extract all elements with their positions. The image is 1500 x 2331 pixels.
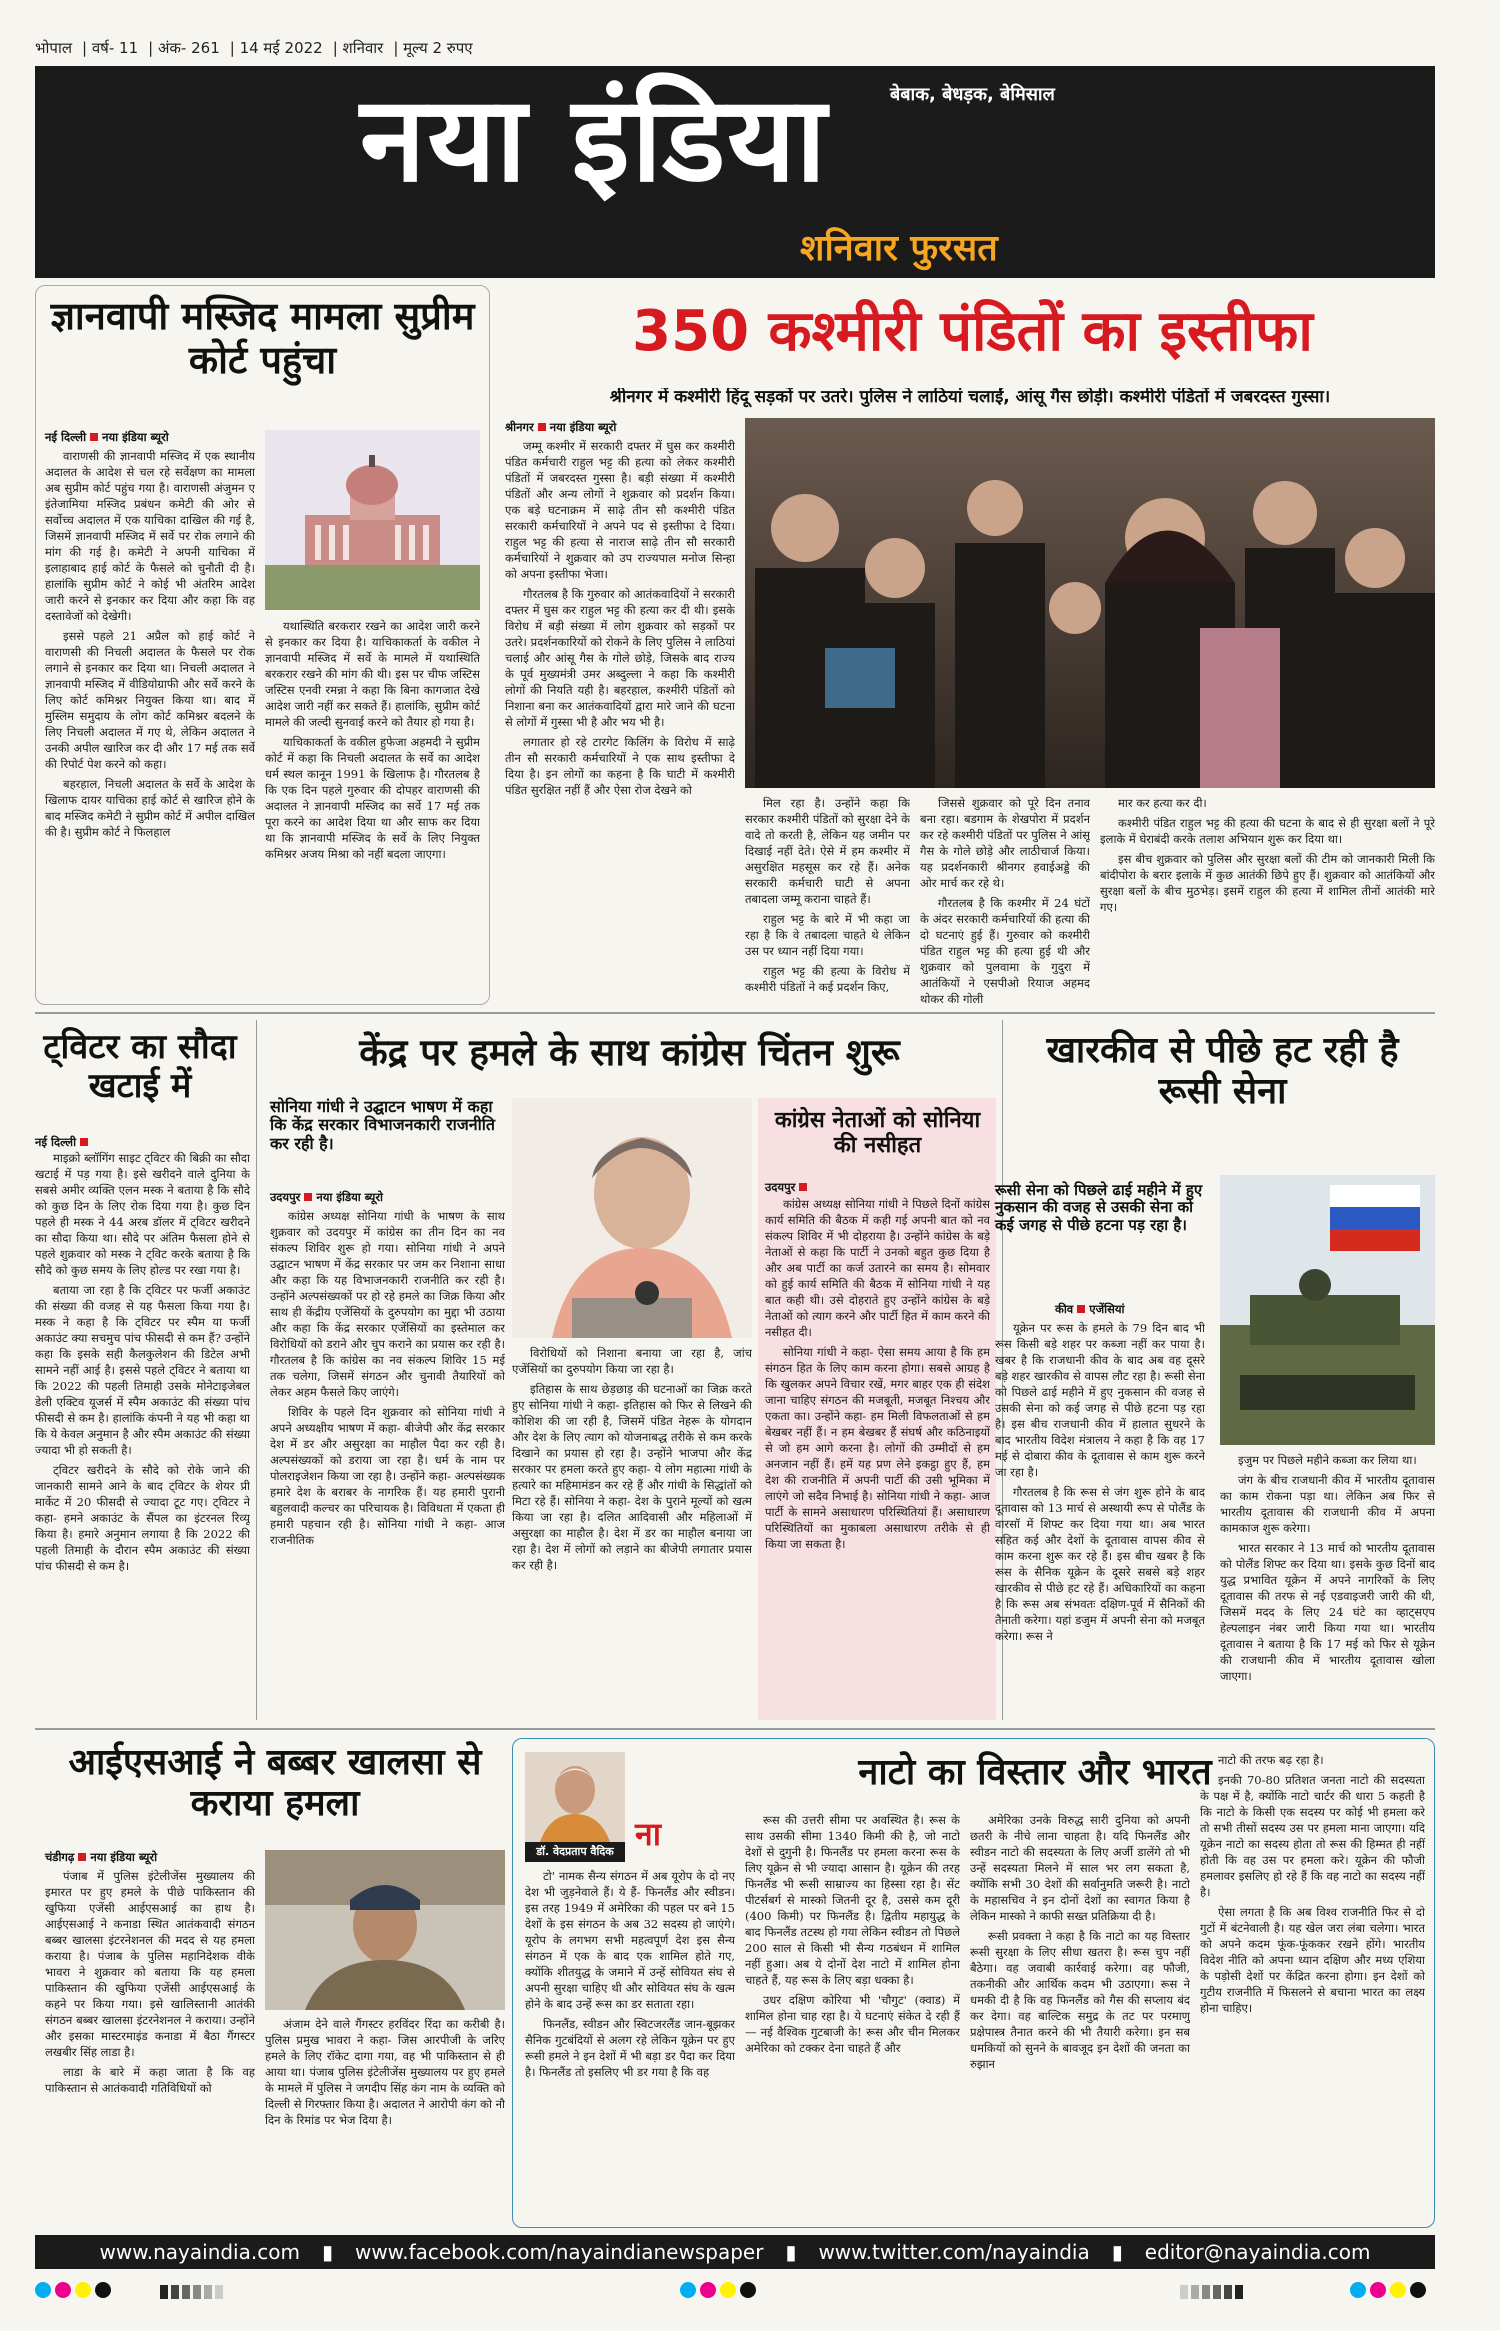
paragraph: यथास्थिति बरकरार रखने का आदेश जारी करने से इनकार कर दिया है। याचिकाकर्ता के वकील ने ज्ञानवापी मस्जिद में सर्वे के मामले में यथास्थिति बरकरार रखने की मांग की थी। इस पर चीफ जस्टिस जस्टिस एनवी रमन्ना ने कहा कि बिना कागजात देखे आदेश जारी नहीं कर सकते हैं। हालांकि, सुप्रीम कोर्ट मामले की जल्दी सुनवाई करने को तैयार हो गया है।	[265, 619, 480, 729]
kashmir-headline: 350 कश्मीरी पंडितों का इस्तीफा	[632, 299, 1313, 364]
footer-twitter-link[interactable]: www.twitter.com/nayaindia	[818, 2240, 1090, 2264]
paragraph: रूसी प्रवक्ता ने कहा है कि नाटो का यह विस्तार रूसी सुरक्षा के लिए सीधा खतरा है। रूस चुप नहीं बैठेगा। वह जवाबी कार्रवाई करेगा। वह फौजी, तकनीकी और आर्थिक कदम भी उठाएगा। रूस ने धमकी दी है कि वह फिनलैंड को गैस की सप्लाय बंद कर देगा। वह बाल्टिक समुद्र के तट पर परमाणु प्रक्षेपास्त्र तैनात करने की भी तैयारी करेगा। इन सब धमकियों को सुनने के बावजूद इन देशों की जनता का रुझान	[970, 1929, 1190, 2071]
nato-col4	[1200, 1752, 1425, 2224]
paragraph: कश्मीरी पंडित राहुल भट्ट की हत्या की घटना के बाद से ही सुरक्षा बलों ने पूरे इलाके में घेराबंदी करके तलाश अभियान शुरू कर दिया था।	[1100, 816, 1435, 846]
paragraph: गौरतलब है कि रूस से जंग शुरू होने के बाद दूतावास को 13 मार्च से अस्थायी रूप से पोलैंड के वारसॉ में शिफ्ट कर दिया गया था। अब भारत सहित कई और देशों के दूतावास वापस कीव से काम करना शुरू कर रहे हैं। इस बीच खबर है कि रूस के सैनिक यूक्रेन के दूसरे सबसे बड़े शहर खारकीव से पीछे हट रहे हैं। अधिकारियों का कहना है कि रूस अब संभवतः दक्षिण-पूर्व में सैनिकों की तैनाती करेगा। यहां डजुम में अपनी सेना को मजबूत करेगा। रूस ने	[995, 1485, 1205, 1643]
paragraph: पंजाब में पुलिस इंटेलीजेंस मुख्यालय की इमारत पर हुए हमले के पीछे पाकिस्तान की खुफिया एजेंसी आईएसआई का हाथ है। आईएसआई ने कनाडा स्थित आतंकवादी संगठन बब्बर खालसा इंटरनेशनल की मदद से यह हमला कराया है। पंजाब के पुलिस महानिदेशक वीके भावरा ने शुक्रवार को बताया कि यह हमला पाकिस्तान की खुफिया एजेंसी आईएसआई के कहने पर किया गया। इसे खालिस्तानी आतंकी संगठन बब्बर खालसा इंटरनेशनल ने कराया। उन्होंने और इसका मास्टरमाइंड कनाडा में बैठा गैंगस्टर लखबीर सिंह लाडा है।	[45, 1869, 255, 2059]
newspaper-tagline: बेबाक, बेधड़क, बेमिसाल	[890, 84, 1055, 105]
kashmir-col4	[1100, 795, 1435, 1005]
paragraph: अमेरिका उनके विरुद्ध सारी दुनिया को अपनी छतरी के नीचे लाना चाहता है। यदि फिनलैंड और स्वीडन नाटो की सदस्यता के लिए अर्जी डालेंगे तो भी उन्हें सदस्यता मिलने में साल भर लग सकता है, क्योंकि सभी 30 देशों की सर्वानुमति जरूरी है। नाटो के महासचिव ने इन दोनों देशों का स्वागत किया है लेकिन मास्को ने काफी सख्त प्रतिक्रिया दी है।	[970, 1813, 1190, 1923]
paragraph: बहरहाल, निचली अदालत के सर्वे के आदेश के खिलाफ दायर याचिका हाई कोर्ट से खारिज होने के बाद मस्जिद कमेटी ने सुप्रीम कोर्ट में अपील दाखिल की है। सुप्रीम कोर्ट ने फिलहाल	[45, 777, 255, 839]
issue-day: शनिवार	[342, 39, 384, 57]
issue-date: 14 मई 2022	[239, 39, 323, 57]
issue-year: वर्ष- 11	[91, 39, 139, 57]
advice-headline: कांग्रेस नेताओं को सोनिया की नसीहत	[774, 1108, 981, 1159]
cyan-dot-icon	[35, 2282, 51, 2298]
kashmir-col2	[745, 795, 910, 1005]
isi-headline: आईएसआई ने बब्बर खालसा से कराया हमला	[68, 1742, 482, 1825]
sonia-gandhi-photo	[512, 1098, 752, 1338]
paragraph: भारत सरकार ने 13 मार्च को भारतीय दूतावास को पोलैंड शिफ्ट कर दिया था। इसके कुछ दिनों बाद युद्ध प्रभावित यूक्रेन में अपने नागरिकों के लिए दूतावास की तरफ से नई एडवाइजरी जारी की थी, जिसमें मदद के लिए 24 घंटे का व्हाट्सएप हेल्पलाइन नंबर जारी किया गया था। भारतीय दूतावास ने बताया है कि 17 मई को फिर से यूक्रेन की राजधानी कीव में भारतीय दूतावास खोला जाएगा।	[1220, 1541, 1435, 1683]
paragraph: इससे पहले 21 अप्रैल को हाई कोर्ट ने वाराणसी की निचली अदालत के फैसले पर रोक लगाने से इनकार कर दिया था। निचली अदालत ने ज्ञानवापी मस्जिद में वीडियोग्राफी और सर्वे करने के लिए कोर्ट कमिश्नर नियुक्त किया था। बाद में मुस्लिम समुदाय के लोग कोर्ट कमिश्नर बदलने के लिए निचली अदालत में गए थे, लेकिन अदालत ने उनकी अपील खारिज कर दी और 17 मई तक सर्वे की रिपोर्ट पेश करने को कहा।	[45, 629, 255, 771]
paragraph: शिविर के पहले दिन शुक्रवार को सोनिया गांधी ने अपने अध्यक्षीय भाषण में कहा- बीजेपी और केंद्र सरकार देश में डर और असुरक्षा का माहौल पैदा कर रही है। अल्पसंख्यकों को डराया जा रहा है। धर्म के नाम पर पोलराइजेशन किया जा रहा है। उन्होंने कहा- अल्पसंख्यक हमारे देश के बराबर के नागरिक हैं। यह हमारी पुरानी बहुलवादी कल्चर का परिचायक है। विविधता में एकता ही हमारी पहचान रही है। सोनिया गांधी ने कहा- आज राजनीतिक	[270, 1405, 505, 1547]
police-officer-image	[265, 1850, 505, 2010]
footer-separator: ▮	[785, 2240, 797, 2264]
gyanvapi-col1	[45, 448, 255, 998]
footer-facebook-link[interactable]: www.facebook.com/nayaindianewspaper	[354, 2240, 764, 2264]
paragraph: राहुल भट्ट के बारे में भी कहा जा रहा है कि वे तबादला चाहते थे लेकिन उस पर ध्यान नहीं दिया गया।	[745, 912, 910, 958]
dateline-city: उदयपुर	[765, 1180, 796, 1194]
cyan-dot-icon	[680, 2282, 696, 2298]
black-dot-icon	[740, 2282, 756, 2298]
black-dot-icon	[1410, 2282, 1426, 2298]
dateline-agency: एजेंसियां	[1089, 1302, 1125, 1316]
russian-army-photo	[1220, 1175, 1435, 1445]
paragraph: लाडा के बारे में कहा जाता है कि वह पाकिस्तान से आतंकवादी गतिविधियों को	[45, 2065, 255, 2095]
supreme-court-building-icon	[265, 430, 480, 610]
footer-website-link[interactable]: www.nayaindia.com	[99, 2240, 300, 2264]
author-portrait-image	[525, 1752, 625, 1842]
dateline-agency: नया इंडिया ब्यूरो	[316, 1190, 383, 1204]
gyanvapi-dateline	[45, 430, 265, 445]
nato-dropcap: ना	[635, 1815, 662, 1853]
isi-dateline	[45, 1850, 157, 1865]
nato-headline: नाटो का विस्तार और भारत	[858, 1752, 1212, 1793]
paragraph: गौरतलब है कि कश्मीर में 24 घंटों के अंदर सरकारी कर्मचारियों की हत्या की दो घटनाएं हुई हैं। गुरुवार को कश्मीरी पंडित राहुल भट्ट की हत्या हुई थी और शुक्रवार को पुलवामा के गुदुरा में आतंकियों ने एसपीओ रियाज अहमद थोकर की गोली	[920, 896, 1090, 1005]
paragraph: जम्मू कश्मीर में सरकारी दफ्तर में घुस कर कश्मीरी पंडित कर्मचारी राहुल भट्ट की हत्या को लेकर कश्मीरी पंडितों में जबरदस्त गुस्सा है। बड़ी संख्या में कश्मीरी पंडितों और अन्य लोगों ने शुक्रवार को प्रदर्शन किया। एक बड़े घटनाक्रम में साढ़े तीन सौ कश्मीरी पंडित सरकारी कर्मचारियों ने अपने पद से इस्तीफा दे दिया। राहुल भट्ट की हत्या से नाराज साढ़े तीन सौ सरकारी कर्मचारियों ने शुक्रवार को उप राज्यपाल मनोज सिन्हा को अपना इस्तीफा भेजा।	[505, 439, 735, 581]
twitter-headline: ट्विटर का सौदा खटाई में	[43, 1027, 237, 1107]
paragraph: मिल रहा है। उन्होंने कहा कि सरकार कश्मीरी पंडितों को सुरक्षा देने के वादे तो करती है, लेकिन यह जमीन पर दिखाई नहीं देते। ऐसे में हम कश्मीर में असुरक्षित महसूस कर रहे हैं। अनेक सरकारी कर्मचारी घाटी से अपना तबादला जम्मू कराना चाहते हैं।	[745, 796, 910, 906]
registration-marks-center	[680, 2282, 760, 2300]
author-photo	[525, 1752, 625, 1842]
congress-col1	[270, 1208, 505, 1720]
author-name: डॉ. वेदप्रताप वैदिक	[536, 1845, 614, 1858]
paragraph: यूक्रेन पर रूस के हमले के 79 दिन बाद भी रूस किसी बड़े शहर पर कब्जा नहीं कर पाया है। खबर है कि राजधानी कीव के बाद अब वह दूसरे बड़े शहर खारकीव से वापस लौट रहा है। रूसी सेना को पिछले ढाई महीने में हुए नुकसान की वजह से उसकी सेना को कई जगह से पीछे हटना पड़ रहा है। इस बीच राजधानी कीव में हालात सुधरने के बाद भारतीय विदेश मंत्रालय ने कहा है कि वह 17 मई से दोबारा कीव के दूतावास से काम शुरू करने जा रहा है।	[995, 1321, 1205, 1479]
footer-separator: ▮	[1111, 2240, 1123, 2264]
dateline-agency: नया इंडिया ब्यूरो	[549, 420, 617, 434]
punjab-police-photo	[265, 1850, 505, 2010]
yellow-dot-icon	[75, 2282, 91, 2298]
supreme-court-photo	[265, 430, 480, 610]
congress-col2	[512, 1345, 752, 1720]
author-name-strip	[525, 1842, 625, 1862]
issue-city: भोपाल	[35, 39, 73, 57]
kashmir-protest-photo	[745, 418, 1435, 788]
paragraph: इस बीच शुक्रवार को पुलिस और सुरक्षा बलों की टीम को जानकारी मिली कि बांदीपोरा के बरार इलाके में कुछ आतंकी छिपे हुए हैं। शुक्रवार को आतंकियों और सुरक्षा बलों के बीच मुठभेड़। इसमें राहुल की हत्या में शामिल तीनों आतंकी मारे गए।	[1100, 852, 1435, 914]
kashmir-dateline	[505, 420, 735, 435]
paragraph: माइक्रो ब्लॉगिंग साइट ट्विटर की बिक्री का सौदा खटाई में पड़ गया है। इसे खरीदने वाले दुनिया के सबसे अमीर व्यक्ति एलन मस्क ने बताया है कि सौदे को कुछ दिन के लिए रोक दिया गया है। कुछ दिन पहले ही मस्क ने 44 अरब डॉलर में ट्विटर खरीदने का सौदा किया था। सौदे पर अंतिम फैसला होने से पहले शुक्रवार को मस्क ने ट्विट करके बताया है कि सौदे को कुछ समय के लिए होल्ड पर रखा गया है।	[35, 1151, 250, 1277]
advice-dateline	[765, 1180, 811, 1195]
paragraph: इजुम पर पिछले महीने कब्जा कर लिया था।	[1238, 1453, 1417, 1467]
congress-subhead: सोनिया गांधी ने उद्घाटन भाषण में कहा कि केंद्र सरकार विभाजनकारी राजनीति कर रही है।	[270, 1097, 495, 1153]
black-dot-icon	[95, 2282, 111, 2298]
kharkiv-col2	[1220, 1452, 1435, 1720]
kashmir-col1	[505, 438, 735, 1003]
footer-separator: ▮	[321, 2240, 333, 2264]
paragraph: बताया जा रहा है कि ट्विटर पर फर्जी अकाउंट की संख्या की वजह से यह फैसला किया गया है। मस्क ने कहा है कि ट्विटर पर स्पैम या फर्जी अकाउंट क्या सचमुच पांच फीसदी से कम हैं? उन्होंने कहा कि इसके सही कैलकुलेशन की डिटेल अभी सामने नहीं आई है। इससे पहले ट्विटर ने बताया था कि 2022 की पहली तिमाही उसके मोनेटाइजेबल डेली एक्टिव यूजर्स में स्पैम अकाउंट की संख्या पांच फीसदी से कम है। हालांकि कंपनी ने यह भी कहा था कि ये केवल अनुमान है और स्पैम अकाउंट की संख्या ज्यादा भी हो सकती है।	[35, 1283, 250, 1457]
issue-price: मूल्य 2 रुपए	[403, 39, 473, 57]
nato-col2	[745, 1812, 960, 2224]
paragraph: रूस की उत्तरी सीमा पर अवस्थित है। रूस के साथ उसकी सीमा 1340 किमी की है, जो नाटो देशों से दुगुनी है। फिनलैंड पर हमला करना रूस के लिए यूक्रेन से भी ज्यादा आसान है। यूक्रेन की तरह फिनलैंड भी रूसी साम्राज्य का हिस्सा रहा है। सेंट पीटर्सबर्ग से मास्को जितनी दूर है, उससे कम दूरी (400 किमी) पर फिनलैंड है। द्वितीय महायुद्ध के बाद फिनलैंड तटस्थ हो गया लेकिन स्वीडन तो पिछले 200 साल से किसी भी सैन्य गठबंधन में शामिल नहीं हुआ। अब ये दोनों देश नाटो में शामिल होना चाहते हैं, यह रूस के लिए बड़ा धक्का है।	[745, 1813, 960, 1987]
section-divider	[35, 1728, 1435, 1730]
grayscale-bar-right	[1180, 2284, 1246, 2302]
kharkiv-subhead: रूसी सेना को पिछले ढाई महीने में हुए नुकसान की वजह से उसकी सेना को कई जगह से पीछे हटना पड़ रहा है।	[995, 1181, 1203, 1234]
paragraph: टो' नामक सैन्य संगठन में अब यूरोप के दो नए देश भी जुड़नेवाले हैं। ये हैं- फिनलैंड और स्वीडन। इस तरह 1949 में अमेरिका की पहल पर बने 15 देशों के इस संगठन के अब 32 सदस्य हो जाएंगे। यूरोप के लगभग सभी महत्वपूर्ण देश इस सैन्य संगठन में एक के बाद एक शामिल होते गए, क्योंकि शीतयुद्ध के जमाने में उन्हें सोवियत संघ से अपनी सुरक्षा चाहिए थी और सोवियत संघ के खत्म होने के बाद उन्हें रूस का डर सताता रहा।	[525, 1869, 735, 2011]
paragraph: वाराणसी की ज्ञानवापी मस्जिद में एक स्थानीय अदालत के आदेश से चल रहे सर्वेक्षण का मामला अब सुप्रीम कोर्ट पहुंच गया है। वाराणसी अंजुमन ए इंतेजामिया मस्जिद प्रबंधन कमेटी की ओर से सर्वोच्च अदालत में एक याचिका दाखिल की गई है, जिसमें ज्ञानवापी मस्जिद में सर्वे पर रोक लगाने की मांग की गई है। कमेटी ने अपनी याचिका में इलाहाबाद हाई कोर्ट के फैसले को चुनौती दी है। हालांकि सुप्रीम कोर्ट ने कोई भी अंतरिम आदेश जारी करने से इनकार कर दिया और कहा कि वह दस्तावेजों को देखेगी।	[45, 449, 255, 623]
speaker-portrait-image	[512, 1098, 752, 1338]
advice-body	[765, 1196, 990, 1716]
cyan-dot-icon	[1350, 2282, 1366, 2298]
section-divider	[35, 1012, 1435, 1014]
paragraph: याचिकाकर्ता के वकील हुफेजा अहमदी ने सुप्रीम कोर्ट में कहा कि निचली अदालत के सर्वे का आदेश धर्म स्थल कानून 1991 के खिलाफ है। गौरतलब है कि एक दिन पहले गुरुवार की दोपहर वाराणसी की अदालत ने ज्ञानवापी मस्जिद का सर्वे 17 मई तक पूरा करने का आदेश दिया था और साफ कर दिया था कि ज्ञानवापी मस्जिद के सर्वे के लिए नियुक्त कमिश्नर अजय मिश्रा को नहीं बदला जाएगा।	[265, 735, 480, 861]
protest-crowd-image	[745, 418, 1435, 788]
issue-info-strip: भोपाल | वर्ष- 11 | अंक- 261 | 14 मई 2022 | शनिवार | मूल्य 2 रुपए	[35, 39, 473, 57]
nato-col3	[970, 1812, 1190, 2224]
dateline-city: उदयपुर	[270, 1190, 301, 1204]
paragraph: राहुल भट्ट की हत्या के विरोध में कश्मीरी पंडितों ने कई प्रदर्शन किए,	[745, 964, 910, 994]
dateline-city: चंडीगढ़	[45, 1850, 75, 1864]
tank-soldier-image	[1220, 1175, 1435, 1445]
paragraph: लगातार हो रहे टारगेट किलिंग के विरोध में साढ़े तीन सौ सरकारी कर्मचारियों ने एक साथ इस्तीफा दे दिया है। इन लोगों का कहना है कि घाटी में कश्मीरी पंडित सुरक्षित नहीं हैं और ऐसा रोज देखने को	[505, 735, 735, 797]
paragraph: अंजाम देने वाले गैंगस्टर हरविंदर रिंदा का करीबी है। पुलिस प्रमुख भावरा ने कहा- जिस आरपीजी के जरिए हमले के लिए रॉकेट दागा गया, वह भी पाकिस्तान से ही आया था। पंजाब पुलिस इंटेलीजेंस मुख्यालय पर हुए हमले के मामले में पुलिस ने जगदीप सिंह कंग नाम के व्यक्ति को दिल्ली से गिरफ्तार किया है। अदालत ने आरोपी कंग को नौ दिन के रिमांड पर भेज दिया है।	[265, 2017, 505, 2127]
registration-marks-left	[35, 2282, 115, 2300]
dateline-city: नई दिल्ली	[45, 430, 87, 444]
magenta-dot-icon	[700, 2282, 716, 2298]
dateline-agency: नया इंडिया ब्यूरो	[90, 1850, 158, 1864]
paragraph: गौरतलब है कि गुरुवार को आतंकवादियों ने सरकारी दफ्तर में घुस कर राहुल भट्ट की हत्या कर दी थी। इसके विरोध में बड़ी संख्या में लोग शुक्रवार को सड़कों पर उतरे। प्रदर्शनकारियों को रोकने के लिए पुलिस ने लाठियां चलाई और आंसू गैस के गोले छोड़े, जिसके बाद राज्य के पूर्व मुख्यमंत्री उमर अब्दुल्ला ने कहा कि कश्मीरी लोगों की नियति यही है। बहरहाल, कश्मीरी पंडितों को निशाना बना कर आतंकवादियों द्वारा मारे जाने की घटना से लोगों में गुस्सा भी है और भय भी है।	[505, 587, 735, 729]
paragraph: इतिहास के साथ छेड़छाड़ की घटनाओं का जिक्र करते हुए सोनिया गांधी ने कहा- इतिहास को फिर से लिखने की कोशिश की जा रही है, जिसमें पंडित नेहरू के योगदान और देश के लिए त्याग को योजनाबद्ध तरीके से कम करके दिखाने का प्रयास हो रहा है। उन्होंने भाजपा और केंद्र सरकार पर हमला करते हुए कहा- ये लोग महात्मा गांधी के हत्यारे का महिमामंडन कर रहे हैं और गांधी के सिद्धांतों को मिटा रहे हैं। सोनिया ने कहा- देश के पुराने मूल्यों को खत्म किया जा रहा है। दलित आदिवासी और महिलाओं में असुरक्षा का माहौल है। देश में डर का माहौल बनाया जा रहा है। देश में लोगों को लड़ाने का बीजेपी लगातार प्रयास कर रही है।	[512, 1382, 752, 1572]
dateline-city: कीव	[1055, 1302, 1074, 1316]
newspaper-title: नया इंडिया	[360, 70, 829, 208]
paragraph: सोनिया गांधी ने कहा- ऐसा समय आया है कि हम संगठन हित के लिए काम करना होगा। सबसे आग्रह है कि खुलकर अपने विचार रखें, मगर बाहर एक ही संदेश जाना चाहिए संगठन की मजबूती, मजबूत निश्चय और एकता का। उन्होंने कहा- हम मिली विफलताओं से हम बेखबर नहीं हैं। न हम बेखबर हैं संघर्ष और कठिनाइयों से जो हम आगे करना है। लोगों की उम्मीदों से हम अनजान नहीं हैं। हमें यह प्रण लेने इकट्ठा हुए हैं, हम देश की राजनीति में अपनी पार्टी की उसी भूमिका में लाएंगे जो सदैव निभाई है। सोनिया गांधी ने कहा- आज पार्टी के सामने असाधारण परिस्थितियां हैं। असाधारण परिस्थितियों का मुकाबला असाधारण तरीके से ही किया जा सकता है।	[765, 1345, 990, 1551]
paragraph: फिनलैंड, स्वीडन और स्विटजरलैंड जान-बूझकर सैनिक गुटबंदियों से अलग रहे लेकिन यूक्रेन पर हुए रूसी हमले ने इन देशों में भी बड़ा डर पैदा कर दिया है। फिनलैंड तो इसलिए भी डर गया है कि वह	[525, 2017, 735, 2079]
kashmir-col3	[920, 795, 1090, 1005]
grayscale-bar-left	[160, 2284, 226, 2302]
twitter-dateline	[35, 1135, 92, 1150]
paragraph: इनकी 70-80 प्रतिशत जनता नाटो की सदस्यता के पक्ष में है, क्योंकि नाटो चार्टर की धारा 5 कहती है कि नाटो के किसी एक सदस्य पर कोई भी हमला करे तो सभी तीसों सदस्य उस पर हमला माना जाएगा। यदि यूक्रेन नाटो का सदस्य होता तो रूस की हिम्मत ही नहीं होती कि वह उस पर हमला करे। यूक्रेन की फौजी हमलावर इसलिए हो रहे हैं कि वह नाटो का सदस्य नहीं है।	[1200, 1773, 1425, 1899]
paragraph: जिससे शुक्रवार को पूरे दिन तनाव बना रहा। बडगाम के शेखपोरा में प्रदर्शन कर रहे कश्मीरी पंडितों पर पुलिस ने आंसू गैस के गोले छोड़े और लाठीचार्ज किया। यह प्रदर्शनकारी श्रीनगर हवाईअड्डे की ओर मार्च कर रहे थे।	[920, 796, 1090, 890]
kharkiv-headline: खारकीव से पीछे हट रही है रूसी सेना	[1046, 1030, 1399, 1113]
dateline-city: नई दिल्ली	[35, 1135, 77, 1149]
edition-name: शनिवार फुरसत	[800, 228, 998, 269]
gyanvapi-headline: ज्ञानवापी मस्जिद मामला सुप्रीम कोर्ट पहुंचा	[50, 294, 475, 382]
congress-dateline	[270, 1190, 383, 1205]
kashmir-subhead: श्रीनगर में कश्मीरी हिंदू सड़कों पर उतरे। पुलिस ने लाठियां चलाईं, आंसू गैस छोड़ी। कश्मीरी पंडितों में जबरदस्त गुस्सा।	[609, 388, 1331, 407]
paragraph: विरोधियों को निशाना बनाया जा रहा है, जांच एजेंसियों का दुरुपयोग किया जा रहा है।	[512, 1346, 752, 1376]
column-divider	[256, 1020, 257, 1720]
dateline-city: श्रीनगर	[505, 420, 534, 434]
registration-marks-right	[1350, 2282, 1430, 2300]
paragraph: कांग्रेस अध्यक्ष सोनिया गांधी ने पिछले दिनों कांग्रेस कार्य समिति की बैठक में कही गई अपनी बात को नव संकल्प शिविर में भी दोहराया है। उन्होंने कांग्रेस के बड़े नेताओं से कहा कि पार्टी ने उनको बहुत कुछ दिया है और अब पार्टी का कर्ज उतारने का समय है। सोमवार को हुई कार्य समिति की बैठक में सोनिया गांधी ने यह बात कही थी। उसे दोहराते हुए उन्होंने कांग्रेस के बड़े नेताओं को त्याग करने और पार्टी हित में काम करने की नसीहत दी।	[765, 1197, 990, 1339]
paragraph: मार कर हत्या कर दी।	[1118, 796, 1207, 810]
paragraph: नाटो की तरफ बढ़ रहा है।	[1218, 1753, 1324, 1767]
twitter-body	[35, 1150, 250, 1720]
issue-number: अंक- 261	[157, 39, 220, 57]
nato-col1	[525, 1868, 735, 2224]
footer-bar	[35, 2235, 1435, 2269]
yellow-dot-icon	[720, 2282, 736, 2298]
congress-headline: केंद्र पर हमले के साथ कांग्रेस चिंतन शुरू	[359, 1031, 900, 1074]
paragraph: कांग्रेस अध्यक्ष सोनिया गांधी के भाषण के साथ शुक्रवार को उदयपुर में कांग्रेस का तीन दिन का नव संकल्प शिविर शुरू हो गया। सोनिया गांधी ने अपने उद्घाटन भाषण में केंद्र सरकार पर जम कर निशाना साधा और कहा कि यह विभाजनकारी राजनीति कर रही है। उन्होंने अल्पसंख्यकों पर हो रहे हमले का जिक्र किया और साथ ही केंद्रीय एजेंसियों के दुरुपयोग का मुद्दा भी उठाया और कहा कि केंद्र सरकार एजेंसियों का इस्तेमाल कर विरोधियों को डराने और चुप कराने का प्रयास कर रही है। गौरतलब है कि कांग्रेस का नव संकल्प शिविर 15 मई तक चलेगा, जिसमें संगठन और चुनावी तैयारियों को लेकर अहम फैसले किए जाएंगे।	[270, 1209, 505, 1399]
magenta-dot-icon	[1370, 2282, 1386, 2298]
paragraph: जंग के बीच राजधानी कीव में भारतीय दूतावास का काम रोकना पड़ा था। लेकिन अब फिर से भारतीय दूतावास की राजधानी कीव में अपना कामकाज शुरू करेगा।	[1220, 1473, 1435, 1535]
kharkiv-col1	[995, 1320, 1205, 1720]
kharkiv-dateline	[1055, 1302, 1125, 1317]
isi-col1	[45, 1868, 255, 2228]
paragraph: उधर दक्षिण कोरिया भी 'चौगुट' (क्वाड) में शामिल होना चाह रहा है। ये घटनाएं संकेत दे रही हैं— नई वैश्विक गुटबाजी के! रूस और चीन मिलकर अमेरिका को टक्कर देना चाहते हैं और	[745, 1993, 960, 2055]
magenta-dot-icon	[55, 2282, 71, 2298]
footer-email-link[interactable]: editor@nayaindia.com	[1144, 2240, 1371, 2264]
paragraph: ट्विटर खरीदने के सौदे को रोके जाने की जानकारी सामने आने के बाद ट्विटर के शेयर प्री मार्केट में 20 फीसदी से ज्यादा टूट गए। ट्विटर ने कहा- हमने अकाउंट के सैंपल का इंटरनल रिव्यू किया है। हमारे अनुमान लगाया है कि 2022 की पहली तिमाही के दौरान स्पैम अकाउंट की संख्या पांच फीसदी से कम है।	[35, 1463, 250, 1573]
gyanvapi-col2	[265, 618, 480, 998]
yellow-dot-icon	[1390, 2282, 1406, 2298]
paragraph: ऐसा लगता है कि अब विश्व राजनीति फिर से दो गुटों में बंटनेवाली है। यह खेल जरा लंबा चलेगा। भारत को अपने कदम फूंक-फूंककर रखने होंगे। भारतीय विदेश नीति को अपना ध्यान दक्षिण और मध्य एशिया के पड़ोसी देशों पर केंद्रित करना होगा। इन देशों को गुटीय राजनीति में फिसलने से बचाना भारत का लक्ष्य होना चाहिए।	[1200, 1905, 1425, 2015]
dateline-agency: नया इंडिया ब्यूरो	[102, 430, 169, 444]
isi-col2	[265, 2016, 505, 2228]
